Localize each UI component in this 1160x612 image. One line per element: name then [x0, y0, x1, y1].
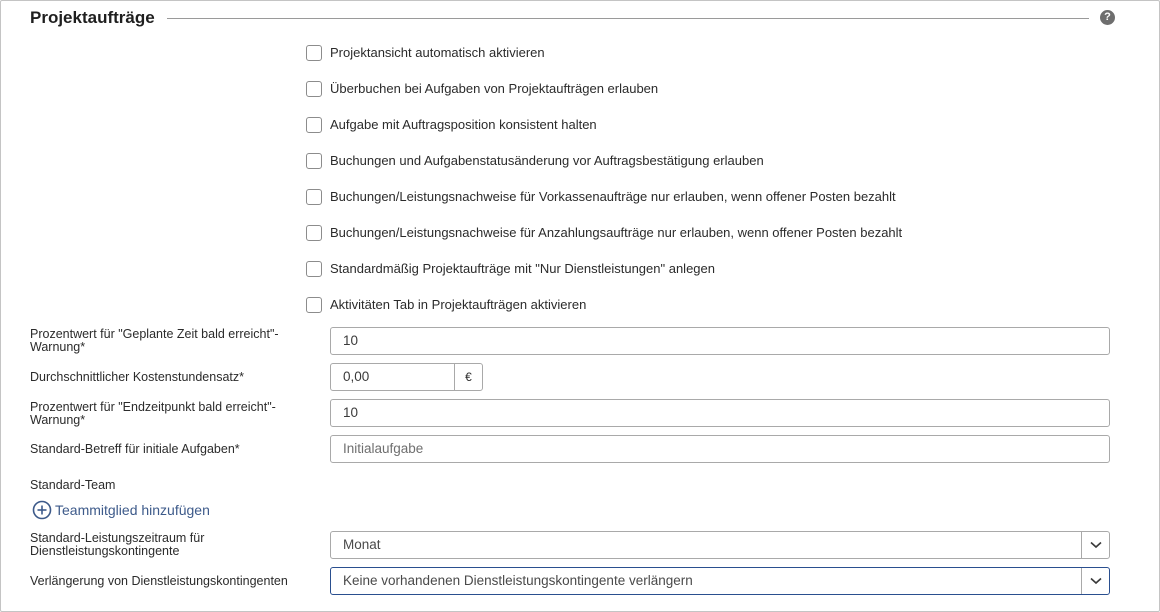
service-period-select[interactable] [330, 531, 1110, 559]
checkbox-label: Buchungen/Leistungsnachweise für Vorkassenaufträge nur erlauben, wenn offener Posten bezahlt [330, 189, 896, 204]
checkbox-row-activities-tab[interactable] [306, 296, 586, 314]
service-period-value: Monat [343, 537, 381, 552]
avg-cost-rate-field[interactable] [330, 363, 483, 391]
question-circle-icon[interactable]: ? [1100, 10, 1115, 25]
default-subject-label: Standard-Betreff für initiale Aufgaben* [30, 442, 240, 456]
add-team-member-label: Teammitglied hinzufügen [55, 502, 210, 518]
checkbox[interactable] [306, 153, 322, 169]
avg-cost-rate-input[interactable]: 0,00 [343, 369, 370, 384]
checkbox[interactable] [306, 189, 322, 205]
add-team-member-button[interactable] [32, 499, 210, 521]
checkbox[interactable] [306, 117, 322, 133]
avg-cost-rate-label: Durchschnittlicher Kostenstundensatz* [30, 370, 245, 384]
checkbox-row-services-only[interactable] [306, 260, 715, 278]
checkbox-row-overbooking[interactable] [306, 80, 658, 98]
section-title: Projektaufträge [30, 8, 155, 27]
checkbox-label: Buchungen/Leistungsnachweise für Anzahlungsaufträge nur erlauben, wenn offener Posten bezahlt [330, 225, 903, 240]
contingent-extension-label: Verlängerung von Dienstleistungskontingenten [30, 574, 288, 588]
contingent-extension-select[interactable] [330, 567, 1110, 595]
checkbox-label: Aktivitäten Tab in Projektaufträgen aktivieren [330, 297, 587, 312]
checkbox-label: Buchungen und Aufgabenstatusänderung vor Auftragsbestätigung erlauben [330, 153, 764, 168]
checkbox-row-bookings-before-confirmation[interactable] [306, 152, 764, 170]
default-team-label: Standard-Team [30, 478, 116, 492]
checkbox[interactable] [306, 261, 322, 277]
currency-unit: € [454, 364, 482, 390]
checkbox[interactable] [306, 81, 322, 97]
checkbox[interactable] [306, 225, 322, 241]
end-time-warning-label: Prozentwert für "Endzeitpunkt bald erreicht"- Warnung* [30, 400, 276, 427]
checkbox-row-task-consistency[interactable] [306, 116, 597, 134]
chevron-down-icon[interactable] [1081, 568, 1109, 594]
default-subject-input[interactable]: Initialaufgabe [330, 435, 1110, 463]
checkbox-row-downpayment-orders[interactable] [306, 224, 902, 242]
plus-circle-icon [32, 500, 52, 520]
checkbox[interactable] [306, 45, 322, 61]
section-header [30, 7, 1130, 29]
checkbox[interactable] [306, 297, 322, 313]
checkbox-label: Projektansicht automatisch aktivieren [330, 45, 545, 60]
end-time-warning-input[interactable]: 10 [330, 399, 1110, 427]
planned-time-warning-label: Prozentwert für "Geplante Zeit bald erreicht"- Warnung* [30, 327, 279, 354]
checkbox-label: Aufgabe mit Auftragsposition konsistent halten [330, 117, 597, 132]
section-divider [167, 18, 1089, 19]
contingent-extension-value: Keine vorhandenen Dienstleistungskontingente verlängern [343, 573, 693, 588]
checkbox-label: Überbuchen bei Aufgaben von Projektaufträgen erlauben [330, 81, 659, 96]
service-period-label: Standard-Leistungszeitraum für Dienstleistungskontingente [30, 531, 205, 558]
chevron-down-icon[interactable] [1081, 532, 1109, 558]
checkbox-row-project-view[interactable] [306, 44, 545, 62]
checkbox-row-prepayment-orders[interactable] [306, 188, 896, 206]
planned-time-warning-input[interactable]: 10 [330, 327, 1110, 355]
checkbox-label: Standardmäßig Projektaufträge mit "Nur Dienstleistungen" anlegen [330, 261, 715, 276]
